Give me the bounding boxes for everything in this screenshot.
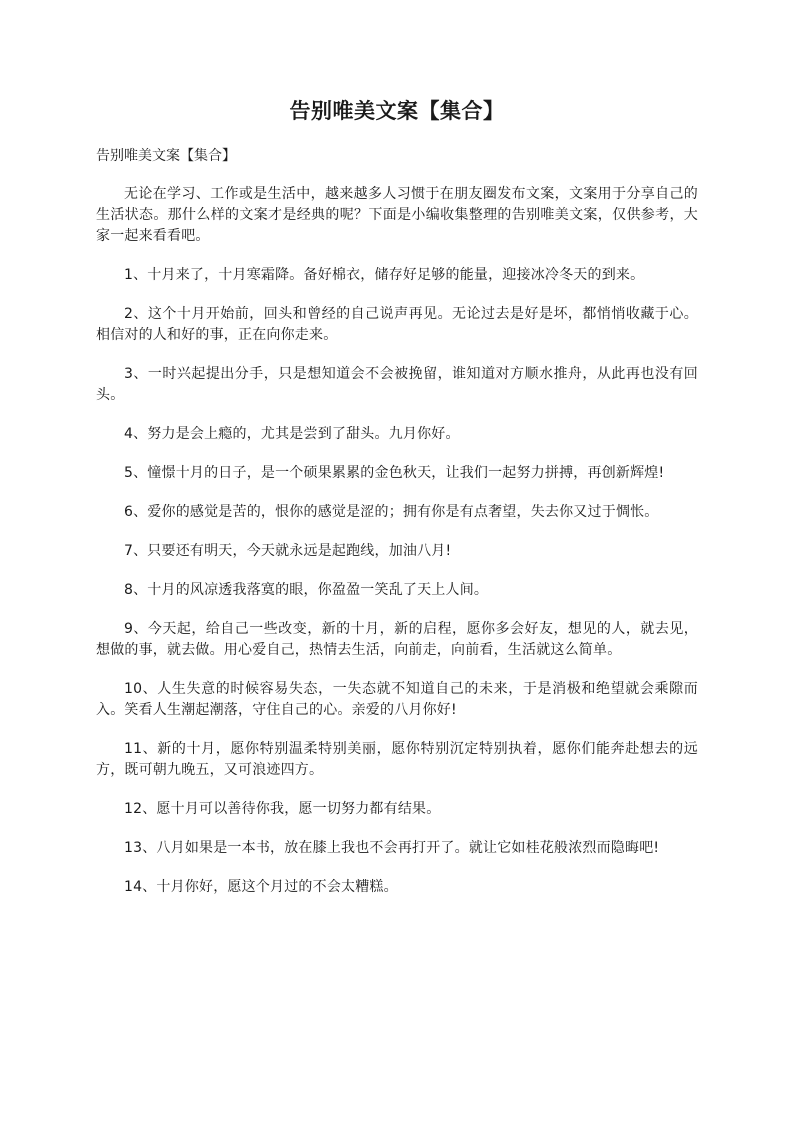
list-item: 10、人生失意的时候容易失态，一失态就不知道自己的未来，于是消极和绝望就会乘隙而入。笑看人生潮起潮落，守住自己的心。亲爱的八月你好! bbox=[96, 681, 698, 718]
list-item: 9、今天起，给自己一些改变，新的十月，新的启程，愿你多会好友，想见的人，就去见，想做的事，就去做。用心爱自己，热情去生活，向前走，向前看，生活就这么简单。 bbox=[96, 621, 698, 658]
list-item: 8、十月的风凉透我落寞的眼，你盈盈一笑乱了天上人间。 bbox=[124, 582, 489, 598]
document-body bbox=[96, 184, 698, 916]
list-item: 7、只要还有明天，今天就永远是起跑线，加油八月! bbox=[124, 543, 452, 559]
list-item: 12、愿十月可以善待你我，愿一切努力都有结果。 bbox=[124, 801, 441, 817]
document-subtitle: 告别唯美文案【集合】 bbox=[96, 148, 236, 164]
list-item: 6、爱你的感觉是苦的，恨你的感觉是涩的；拥有你是有点奢望，失去你又过于惆怅。 bbox=[124, 504, 659, 520]
list-item: 2、这个十月开始前，回头和曾经的自己说声再见。无论过去是好是坏，都悄悄收藏于心。相信对的人和好的事，正在向你走来。 bbox=[96, 306, 698, 343]
list-item: 14、十月你好，愿这个月过的不会太糟糕。 bbox=[124, 879, 398, 895]
list-item: 13、八月如果是一本书，放在膝上我也不会再打开了。就让它如桂花般浓烈而隐晦吧! bbox=[124, 840, 660, 856]
list-item: 3、一时兴起提出分手，只是想知道会不会被挽留，谁知道对方顺水推舟，从此再也没有回头。 bbox=[96, 366, 698, 403]
list-item: 1、十月来了，十月寒霜降。备好棉衣，储存好足够的能量，迎接冰冷冬天的到来。 bbox=[124, 267, 645, 283]
list-item: 11、新的十月，愿你特别温柔特别美丽，愿你特别沉定特别执着，愿你们能奔赴想去的远方，既可朝九晚五，又可浪迹四方。 bbox=[96, 741, 698, 778]
list-item: 5、憧憬十月的日子，是一个硕果累累的金色秋天，让我们一起努力拼搏，再创新辉煌! bbox=[124, 465, 665, 481]
document-title: 告别唯美文案【集合】 bbox=[289, 98, 505, 123]
list-item: 4、努力是会上瘾的，尤其是尝到了甜头。九月你好。 bbox=[124, 426, 460, 442]
intro-paragraph: 无论在学习、工作或是生活中，越来越多人习惯于在朋友圈发布文案，文案用于分享自己的生活状态。那什么样的文案才是经典的呢？下面是小编收集整理的告别唯美文案，仅供参考，大家一起来看看吧。 bbox=[96, 186, 698, 244]
